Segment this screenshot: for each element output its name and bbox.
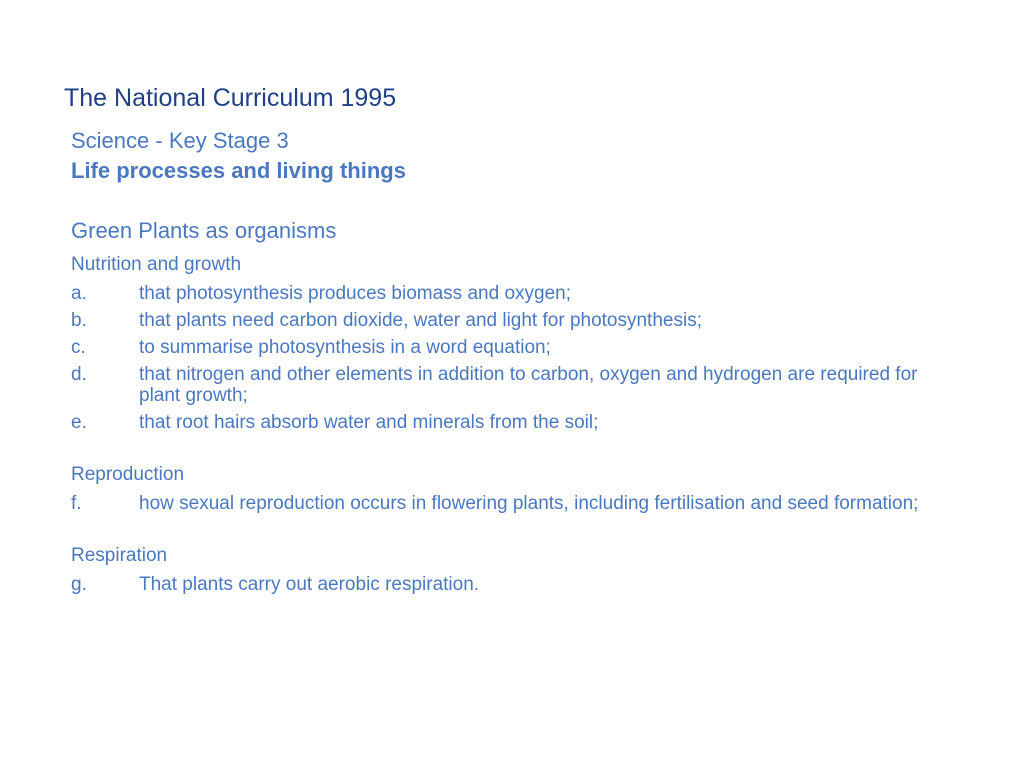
group-label: Respiration: [71, 545, 168, 566]
list-item: [71, 412, 951, 433]
list-item: [71, 493, 951, 514]
item-text: that plants need carbon dioxide, water and light for photosynthesis;: [139, 310, 702, 331]
item-text: to summarise photosynthesis in a word equation;: [139, 337, 551, 358]
item-marker: c.: [71, 337, 86, 358]
section-heading: Green Plants as organisms: [71, 218, 337, 243]
item-marker: d.: [71, 364, 87, 385]
item-text: that photosynthesis produces biomass and oxygen;: [139, 283, 571, 304]
item-text: that root hairs absorb water and minerals from the soil;: [139, 412, 599, 433]
group-label: Nutrition and growth: [71, 254, 242, 275]
group-label: Reproduction: [71, 464, 185, 485]
group-respiration: [71, 544, 951, 595]
subject-subtitle: Science - Key Stage 3: [71, 128, 289, 153]
list-item: [71, 310, 951, 331]
item-marker: a.: [71, 283, 87, 304]
item-marker: f.: [71, 493, 82, 514]
list-item: [71, 364, 951, 406]
list-item: [71, 574, 951, 595]
slide-body: [71, 127, 951, 595]
strand-subtitle: Life processes and living things: [71, 158, 406, 183]
list-item: [71, 283, 951, 304]
slide-title: The National Curriculum 1995: [64, 84, 397, 112]
group-reproduction: [71, 463, 951, 514]
group-nutrition-and-growth: [71, 253, 951, 433]
item-marker: b.: [71, 310, 87, 331]
item-marker: e.: [71, 412, 87, 433]
item-text: That plants carry out aerobic respiration.: [139, 574, 480, 595]
item-text: how sexual reproduction occurs in flowering plants, including fertilisation and seed formation;: [139, 493, 919, 514]
item-marker: g.: [71, 574, 87, 595]
list-item: [71, 337, 951, 358]
item-text: that nitrogen and other elements in addition to carbon, oxygen and hydrogen are required for plant growth;: [139, 364, 918, 406]
